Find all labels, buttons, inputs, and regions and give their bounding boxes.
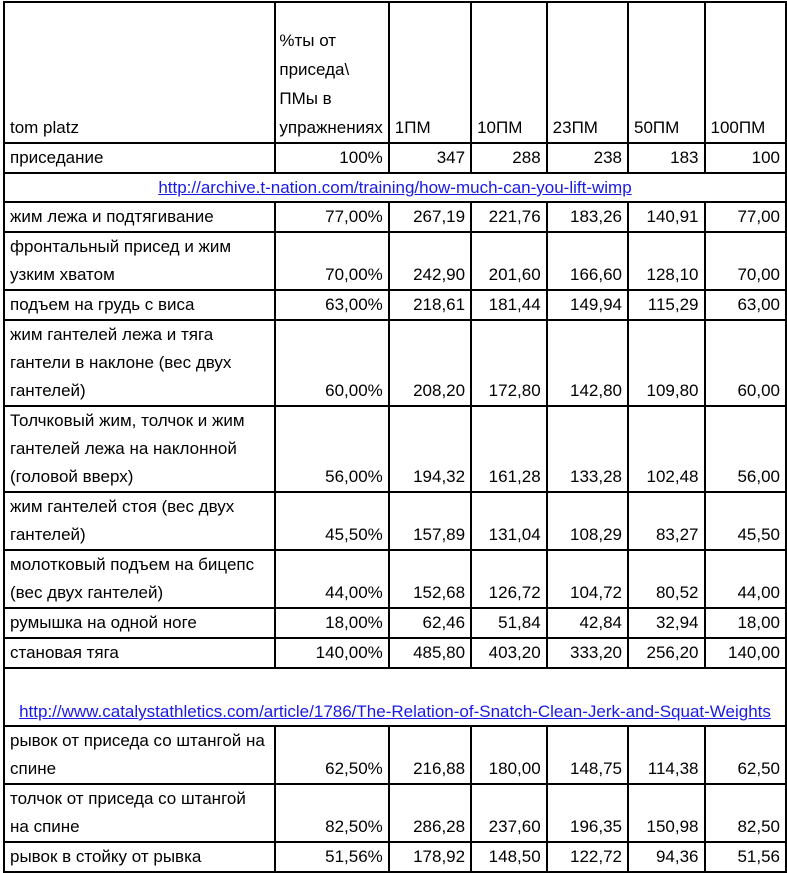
value-cell: 83,27 bbox=[628, 492, 705, 550]
percent-cell: 77,00% bbox=[275, 202, 388, 232]
table-row bbox=[4, 406, 786, 492]
value-cell: 18,00 bbox=[705, 608, 786, 638]
value-cell: 256,20 bbox=[628, 638, 705, 668]
header-col-1pm: 1ПМ bbox=[389, 2, 471, 143]
value-cell: 114,38 bbox=[628, 726, 705, 784]
value-cell: 183 bbox=[628, 143, 705, 173]
header-name: tom platz bbox=[4, 2, 275, 143]
percent-cell: 18,00% bbox=[275, 608, 388, 638]
value-cell: 218,61 bbox=[389, 290, 471, 320]
value-cell: 140,00 bbox=[705, 638, 786, 668]
value-cell: 56,00 bbox=[705, 406, 786, 492]
value-cell: 77,00 bbox=[705, 202, 786, 232]
value-cell: 122,72 bbox=[547, 842, 628, 872]
header-col-10pm: 10ПМ bbox=[471, 2, 547, 143]
header-col-50pm: 50ПМ bbox=[628, 2, 705, 143]
table-row bbox=[4, 726, 786, 784]
tnation-link[interactable]: http://archive.t-nation.com/training/how-much-can-you-lift-wimp bbox=[158, 178, 632, 197]
link-row bbox=[4, 668, 786, 726]
value-cell: 51,84 bbox=[471, 608, 547, 638]
exercise-name: молотковый подъем на бицепс (вес двух гантелей) bbox=[4, 550, 275, 608]
value-cell: 70,00 bbox=[705, 232, 786, 290]
value-cell: 238 bbox=[547, 143, 628, 173]
value-cell: 42,84 bbox=[547, 608, 628, 638]
value-cell: 178,92 bbox=[389, 842, 471, 872]
value-cell: 172,80 bbox=[471, 320, 547, 406]
value-cell: 80,52 bbox=[628, 550, 705, 608]
value-cell: 286,28 bbox=[389, 784, 471, 842]
link-row bbox=[4, 173, 786, 202]
header-row bbox=[4, 2, 786, 143]
data-table bbox=[3, 1, 787, 873]
value-cell: 45,50 bbox=[705, 492, 786, 550]
table-row bbox=[4, 143, 786, 173]
exercise-name: рывок от приседа со штангой на спине bbox=[4, 726, 275, 784]
value-cell: 237,60 bbox=[471, 784, 547, 842]
value-cell: 150,98 bbox=[628, 784, 705, 842]
table-row bbox=[4, 202, 786, 232]
value-cell: 201,60 bbox=[471, 232, 547, 290]
exercise-name: жим гантелей лежа и тяга гантели в наклоне (вес двух гантелей) bbox=[4, 320, 275, 406]
value-cell: 288 bbox=[471, 143, 547, 173]
percent-cell: 45,50% bbox=[275, 492, 388, 550]
table-row bbox=[4, 290, 786, 320]
value-cell: 181,44 bbox=[471, 290, 547, 320]
value-cell: 32,94 bbox=[628, 608, 705, 638]
value-cell: 62,46 bbox=[389, 608, 471, 638]
value-cell: 267,19 bbox=[389, 202, 471, 232]
table-row bbox=[4, 320, 786, 406]
exercise-name: рывок в стойку от рывка bbox=[4, 842, 275, 872]
percent-cell: 62,50% bbox=[275, 726, 388, 784]
exercise-name: толчок от приседа со штангой на спине bbox=[4, 784, 275, 842]
table-row bbox=[4, 550, 786, 608]
value-cell: 131,04 bbox=[471, 492, 547, 550]
table-row bbox=[4, 492, 786, 550]
value-cell: 166,60 bbox=[547, 232, 628, 290]
value-cell: 115,29 bbox=[628, 290, 705, 320]
table-row bbox=[4, 842, 786, 872]
value-cell: 161,28 bbox=[471, 406, 547, 492]
value-cell: 126,72 bbox=[471, 550, 547, 608]
link-cell bbox=[4, 173, 786, 202]
value-cell: 194,32 bbox=[389, 406, 471, 492]
value-cell: 196,35 bbox=[547, 784, 628, 842]
value-cell: 208,20 bbox=[389, 320, 471, 406]
value-cell: 60,00 bbox=[705, 320, 786, 406]
value-cell: 51,56 bbox=[705, 842, 786, 872]
value-cell: 128,10 bbox=[628, 232, 705, 290]
link-cell bbox=[4, 668, 786, 726]
value-cell: 221,76 bbox=[471, 202, 547, 232]
value-cell: 216,88 bbox=[389, 726, 471, 784]
value-cell: 62,50 bbox=[705, 726, 786, 784]
value-cell: 109,80 bbox=[628, 320, 705, 406]
percent-cell: 60,00% bbox=[275, 320, 388, 406]
value-cell: 63,00 bbox=[705, 290, 786, 320]
value-cell: 44,00 bbox=[705, 550, 786, 608]
percent-cell: 63,00% bbox=[275, 290, 388, 320]
value-cell: 485,80 bbox=[389, 638, 471, 668]
value-cell: 104,72 bbox=[547, 550, 628, 608]
value-cell: 100 bbox=[705, 143, 786, 173]
value-cell: 157,89 bbox=[389, 492, 471, 550]
value-cell: 108,29 bbox=[547, 492, 628, 550]
header-col-23pm: 23ПМ bbox=[547, 2, 628, 143]
value-cell: 347 bbox=[389, 143, 471, 173]
value-cell: 142,80 bbox=[547, 320, 628, 406]
value-cell: 149,94 bbox=[547, 290, 628, 320]
value-cell: 102,48 bbox=[628, 406, 705, 492]
header-pct: %ты от приседа\ ПМы в упражнениях bbox=[275, 2, 388, 143]
value-cell: 152,68 bbox=[389, 550, 471, 608]
value-cell: 82,50 bbox=[705, 784, 786, 842]
value-cell: 140,91 bbox=[628, 202, 705, 232]
value-cell: 148,75 bbox=[547, 726, 628, 784]
percent-cell: 70,00% bbox=[275, 232, 388, 290]
exercise-name: Толчковый жим, толчок и жим гантелей лежа на наклонной (головой вверх) bbox=[4, 406, 275, 492]
table-row bbox=[4, 784, 786, 842]
value-cell: 94,36 bbox=[628, 842, 705, 872]
value-cell: 242,90 bbox=[389, 232, 471, 290]
value-cell: 403,20 bbox=[471, 638, 547, 668]
value-cell: 148,50 bbox=[471, 842, 547, 872]
exercise-name: приседание bbox=[4, 143, 275, 173]
table-row bbox=[4, 638, 786, 668]
percent-cell: 140,00% bbox=[275, 638, 388, 668]
exercise-name: подъем на грудь с виса bbox=[4, 290, 275, 320]
value-cell: 183,26 bbox=[547, 202, 628, 232]
exercise-name: становая тяга bbox=[4, 638, 275, 668]
percent-cell: 51,56% bbox=[275, 842, 388, 872]
value-cell: 180,00 bbox=[471, 726, 547, 784]
percent-cell: 44,00% bbox=[275, 550, 388, 608]
table-row bbox=[4, 232, 786, 290]
exercise-name: жим гантелей стоя (вес двух гантелей) bbox=[4, 492, 275, 550]
percent-cell: 56,00% bbox=[275, 406, 388, 492]
catalyst-link[interactable]: http://www.catalystathletics.com/article/1786/The-Relation-of-Snatch-Clean-Jerk-and-Squat-Weights bbox=[19, 702, 771, 721]
table-row bbox=[4, 608, 786, 638]
exercise-name: румышка на одной ноге bbox=[4, 608, 275, 638]
value-cell: 133,28 bbox=[547, 406, 628, 492]
header-col-100pm: 100ПМ bbox=[705, 2, 786, 143]
percent-cell: 100% bbox=[275, 143, 388, 173]
percent-cell: 82,50% bbox=[275, 784, 388, 842]
exercise-name: жим лежа и подтягивание bbox=[4, 202, 275, 232]
exercise-name: фронтальный присед и жим узким хватом bbox=[4, 232, 275, 290]
value-cell: 333,20 bbox=[547, 638, 628, 668]
